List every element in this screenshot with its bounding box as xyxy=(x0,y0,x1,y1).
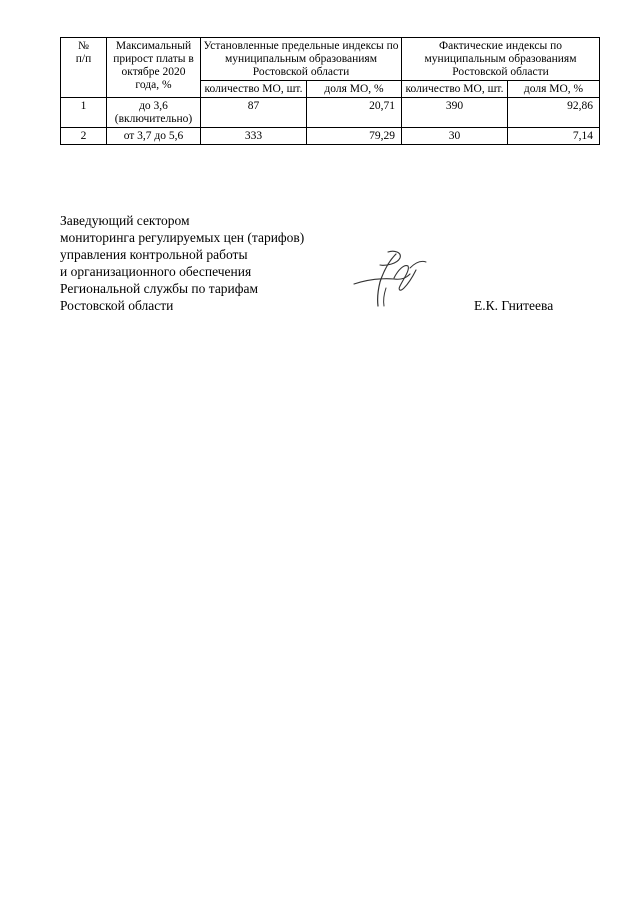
row-actual-share: 7,14 xyxy=(508,128,600,145)
header-number: № п/п xyxy=(61,38,107,98)
table-header-row xyxy=(61,38,600,81)
signatory-position xyxy=(60,212,304,314)
row-established-share: 79,29 xyxy=(307,128,402,145)
row-actual-share: 92,86 xyxy=(508,98,600,128)
handwritten-signature-icon xyxy=(350,248,430,310)
subheader-share-actual: доля МО, % xyxy=(508,81,600,98)
subheader-share-established: доля МО, % xyxy=(307,81,402,98)
row-number: 1 xyxy=(61,98,107,128)
row-range: до 3,6 (включительно) xyxy=(107,98,201,128)
header-actual-indices: Фактические индексы по муниципальным образованиям Ростовской области xyxy=(402,38,600,81)
position-line: Ростовской области xyxy=(60,298,174,313)
header-max-increase: Максимальный прирост платы в октябре 2020 года, % xyxy=(107,38,201,98)
subheader-count-established: количество МО, шт. xyxy=(201,81,307,98)
position-line: управления контрольной работы xyxy=(60,247,248,262)
header-established-indices: Установленные предельные индексы по муниципальным образованиям Ростовской области xyxy=(201,38,402,81)
indices-table xyxy=(60,37,600,145)
row-established-count: 333 xyxy=(201,128,307,145)
table-row xyxy=(61,98,600,128)
position-line: Заведующий сектором xyxy=(60,213,190,228)
position-line: мониторинга регулируемых цен (тарифов) xyxy=(60,230,305,245)
position-line: Региональной службы по тарифам xyxy=(60,281,259,296)
row-established-count: 87 xyxy=(201,98,307,128)
signatory-name: Е.К. Гнитеева xyxy=(474,298,554,313)
row-range: от 3,7 до 5,6 xyxy=(107,128,201,145)
row-established-share: 20,71 xyxy=(307,98,402,128)
row-number: 2 xyxy=(61,128,107,145)
subheader-count-actual: количество МО, шт. xyxy=(402,81,508,98)
table-row xyxy=(61,128,600,145)
row-actual-count: 30 xyxy=(402,128,508,145)
position-line: и организационного обеспечения xyxy=(60,264,252,279)
row-actual-count: 390 xyxy=(402,98,508,128)
